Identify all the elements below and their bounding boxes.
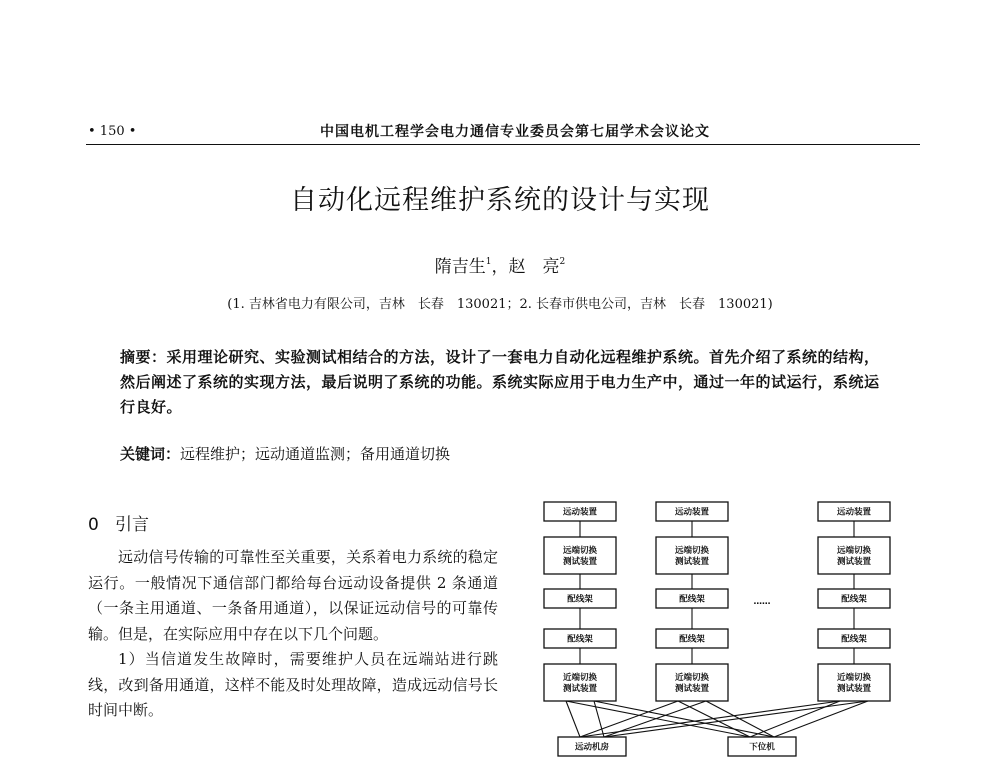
- diagram-box-label: 配线架: [567, 634, 593, 645]
- section-number: 0: [88, 515, 99, 535]
- diagram-box-label: 远动机房: [574, 742, 610, 753]
- author-1: 隋吉生: [434, 257, 486, 277]
- diagram-ellipsis: ……: [753, 597, 771, 607]
- affiliations: (1. 吉林省电力有限公司，吉林 长春 130021；2. 长春市供电公司，吉林 长春 130021): [227, 297, 773, 312]
- diagram-box-label: 配线架: [841, 634, 867, 645]
- diagram-box-label: 远端切换: [562, 546, 598, 556]
- section-heading: [88, 510, 149, 535]
- author-separator: ，: [491, 257, 509, 277]
- diagram-box-label: 配线架: [841, 594, 867, 605]
- diagram-box-label: 测试装置: [562, 557, 598, 567]
- body-text: [88, 545, 498, 724]
- diagram-box-label: 配线架: [679, 594, 705, 605]
- author-1-affil: 1: [485, 257, 492, 267]
- authors: [0, 252, 1000, 277]
- diagram-box-label: 近端切换: [836, 673, 872, 683]
- author-2: 赵 亮: [508, 257, 560, 277]
- diagram-box-label: 测试装置: [836, 557, 872, 567]
- keywords-label: 关键词：: [120, 445, 181, 463]
- body-paragraph-2: 1）当信道发生故障时，需要维护人员在远端站进行跳线，改到备用通道，这样不能及时处理故障，造成远动信号长时间中断。: [88, 650, 498, 719]
- diagram-box-label: 远端切换: [836, 546, 872, 556]
- abstract-text: 采用理论研究、实验测试相结合的方法，设计了一套电力自动化远程维护系统。首先介绍了系统的结构，然后阐述了系统的实现方法，最后说明了系统的功能。系统实际应用于电力生产中，通过一年的试运行，系统运行良好。: [120, 348, 880, 416]
- author-2-affil: 2: [559, 257, 566, 267]
- diagram-box-label: 远动装置: [836, 507, 872, 518]
- section-title: 引言: [115, 515, 150, 535]
- diagram-box-label: 远端切换: [674, 546, 710, 556]
- keywords-text: 远程维护；远动通道监测；备用通道切换: [180, 445, 451, 463]
- diagram-channel-line: [566, 701, 580, 737]
- paper-title: 自动化远程维护系统的设计与实现: [290, 185, 710, 216]
- diagram-box-label: 配线架: [679, 634, 705, 645]
- diagram-box-label: 测试装置: [836, 684, 872, 694]
- diagram-box-label: 配线架: [567, 594, 593, 605]
- header-rule: [86, 144, 920, 145]
- diagram-box-label: 下位机: [749, 742, 775, 753]
- body-paragraph-1: 远动信号传输的可靠性至关重要，关系着电力系统的稳定运行。一般情况下通信部门都给每台远动设备提供 2 条通道（一条主用通道、一条备用通道），以保证远动信号的可靠传输。但是，在实际应用中存在以下几个问题。: [88, 548, 498, 643]
- running-header: 中国电机工程学会电力通信专业委员会第七届学术会议论文: [320, 124, 710, 140]
- abstract: [120, 345, 880, 420]
- system-structure-diagram: [530, 492, 910, 760]
- diagram-box-label: 近端切换: [674, 673, 710, 683]
- abstract-label: 摘要：: [120, 348, 167, 366]
- diagram-box-label: 近端切换: [562, 673, 598, 683]
- diagram-channel-line: [774, 701, 868, 737]
- page-number: • 150 •: [88, 124, 137, 139]
- diagram-box-label: 远动装置: [674, 507, 710, 518]
- diagram-box-label: 远动装置: [562, 507, 598, 518]
- diagram-box-label: 测试装置: [674, 684, 710, 694]
- diagram-channel-line: [604, 701, 868, 737]
- diagram-box-label: 测试装置: [562, 684, 598, 694]
- keywords: [120, 443, 450, 464]
- diagram-box-label: 测试装置: [674, 557, 710, 567]
